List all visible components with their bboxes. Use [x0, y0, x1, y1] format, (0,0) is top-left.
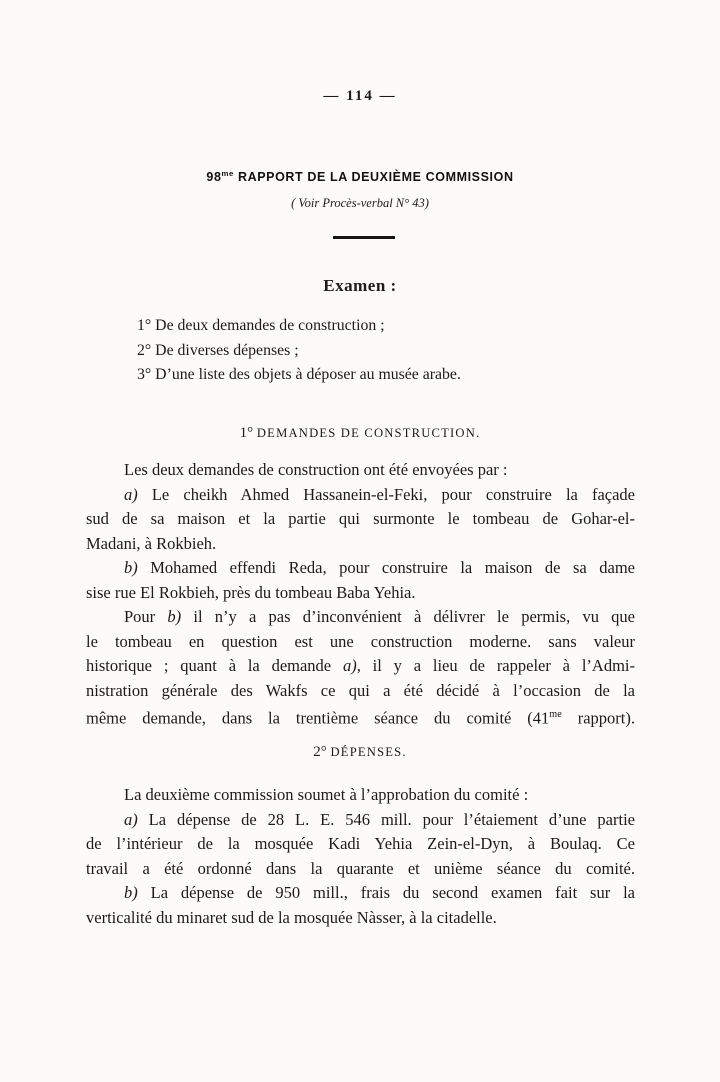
text-line: a) La dépense de 28 L. E. 546 mill. pour l’étaiement d’une partie [124, 809, 635, 829]
text-line: 1° De deux demandes de construction ; [137, 317, 385, 334]
section2-heading [0, 744, 720, 761]
text-line: Madani, à Rokbieh. [86, 533, 217, 553]
page-number: — 114 — [323, 88, 397, 104]
text-line: verticalité du minaret sud de la mosquée Nàsser, à la citadelle. [86, 907, 497, 927]
section2-body [86, 783, 635, 930]
text-line: b) La dépense de 950 mill., frais du second examen fait sur la [124, 883, 635, 902]
section1-body [86, 458, 635, 731]
text-line: Les deux demandes de construction ont été envoyées par : [124, 460, 508, 479]
text-line: 2° De diverses dépenses ; [137, 341, 299, 359]
text-line: La deuxième commission soumet à l’approbation du comité : [124, 785, 529, 804]
text-line: de l’intérieur de la mosquée Kadi Yehia Zein-el-Dyn, à Boulaq. Ce [86, 834, 635, 853]
text-line: historique ; quant à la demande a), il y a lieu de rappeler à l’Admi- [86, 656, 635, 675]
text-line: sise rue El Rokbieh, près du tombeau Baba Yehia. [86, 582, 416, 602]
report-subtitle [0, 196, 720, 211]
text-line: ( Voir Procès-verbal N° 43) [291, 196, 429, 210]
text-line: 2° DÉPENSES. [313, 744, 407, 760]
report-title [0, 169, 720, 184]
text-line: Pour b) il n’y a pas d’inconvénient à délivrer le permis, vu que [124, 607, 636, 626]
section1-heading [0, 425, 720, 442]
examen-heading: Examen : [323, 276, 397, 295]
text-line: travail a été ordonné dans la quarante et unième séance du comité. [86, 858, 635, 878]
text-line: a) Le cheikh Ahmed Hassanein-el-Feki, pour construire la façade [124, 484, 635, 504]
text-line: sud de sa maison et la partie qui surmonte le tombeau de Gohar-el- [86, 509, 635, 528]
text-line: 1° DEMANDES DE CONSTRUCTION. [239, 425, 481, 441]
text-line: $98^{me}$ RAPPORT DE LA DEUXIÈME COMMISSION [206, 169, 514, 185]
text-line: nistration générale des Wakfs ce qui a été décidé à l’occasion de la [86, 680, 635, 700]
divider-rule [333, 236, 395, 239]
text-line: b) Mohamed effendi Reda, pour construire la maison de sa dame [124, 558, 635, 577]
text-line: même demande, dans la trentième séance du comité ($41^{me}$ rapport). [86, 708, 635, 728]
text-line: le tombeau en question est une construction moderne. sans valeur [86, 631, 635, 651]
examen-list [137, 314, 617, 388]
text-line: 3° D’une liste des objets à déposer au musée arabe. [137, 366, 461, 383]
